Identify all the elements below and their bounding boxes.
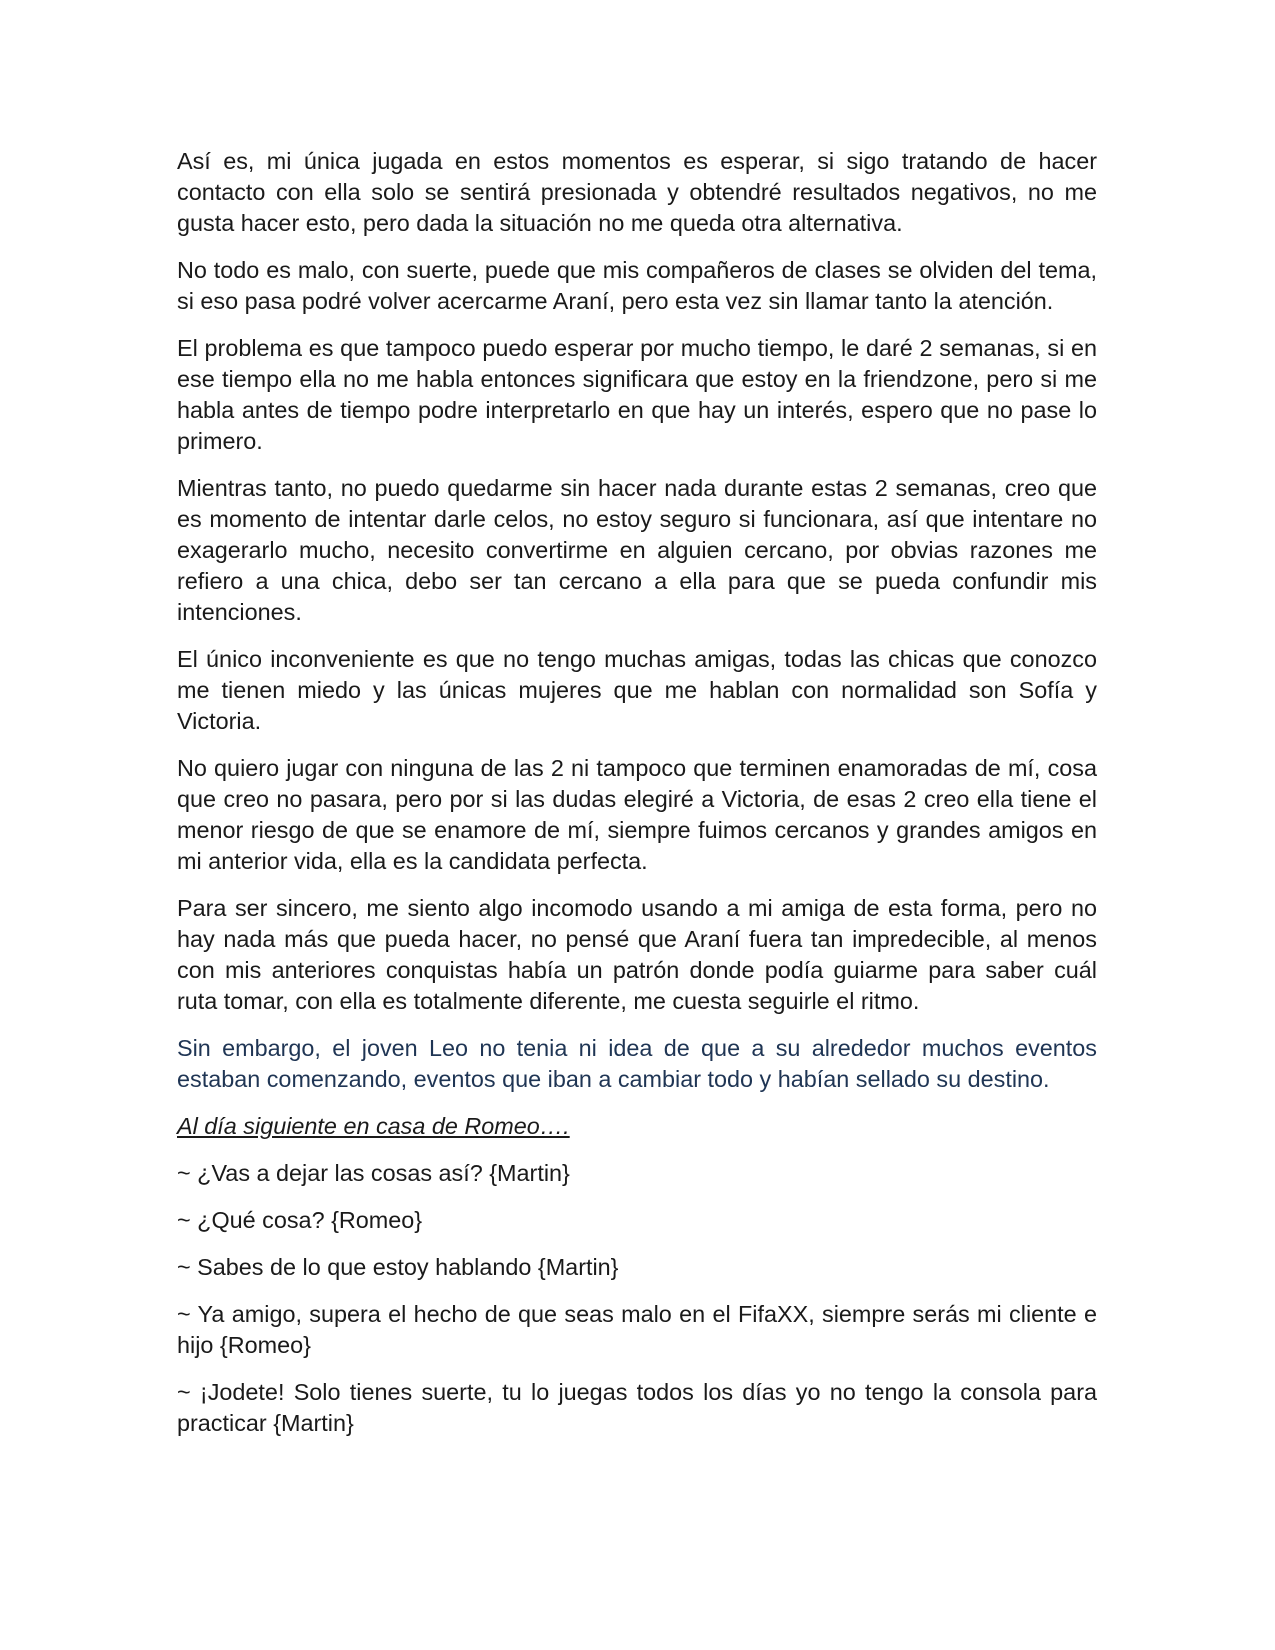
paragraph: El único inconveniente es que no tengo muchas amigas, todas las chicas que conozco me tienen miedo y las únicas mujeres que me hablan con normalidad son Sofía y Victoria. (177, 646, 1097, 734)
paragraph: El problema es que tampoco puedo esperar por mucho tiempo, le daré 2 semanas, si en ese tiempo ella no me habla entonces significara que estoy en la friendzone, pero si me habla antes de tiempo podre interpretarlo en que hay un interés, espero que no pase lo primero. (177, 335, 1097, 454)
dialogue-line: ~ ¡Jodete! Solo tienes suerte, tu lo juegas todos los días yo no tengo la consola para practicar {Martin} (177, 1379, 1097, 1436)
paragraph: No quiero jugar con ninguna de las 2 ni tampoco que terminen enamoradas de mí, cosa que creo no pasara, pero por si las dudas elegiré a Victoria, de esas 2 creo ella tiene el menor riesgo de que se enamore de mí, siempre fuimos cercanos y grandes amigos en mi anterior vida, ella es la candidata perfecta. (177, 755, 1097, 874)
paragraph: No todo es malo, con suerte, puede que mis compañeros de clases se olviden del tema, si eso pasa podré volver acercarme Araní, pero esta vez sin llamar tanto la atención. (177, 257, 1097, 314)
narration-paragraph: Sin embargo, el joven Leo no tenia ni idea de que a su alrededor muchos eventos estaban comenzando, eventos que iban a cambiar todo y habían sellado su destino. (177, 1035, 1097, 1092)
dialogue-line: ~ ¿Qué cosa? {Romeo} (177, 1207, 423, 1233)
scene-heading: Al día siguiente en casa de Romeo…. (177, 1113, 570, 1139)
paragraph: Así es, mi única jugada en estos momentos es esperar, si sigo tratando de hacer contacto con ella solo se sentirá presionada y obtendré resultados negativos, no me gusta hacer esto, pero dada la situación no me queda otra alternativa. (177, 148, 1097, 236)
paragraph: Mientras tanto, no puedo quedarme sin hacer nada durante estas 2 semanas, creo que es momento de intentar darle celos, no estoy seguro si funcionara, así que intentare no exagerarlo mucho, necesito convertirme en alguien cercano, por obvias razones me refiero a una chica, debo ser tan cercano a ella para que se pueda confundir mis intenciones. (177, 475, 1097, 625)
dialogue-line: ~ Sabes de lo que estoy hablando {Martin} (177, 1254, 619, 1280)
dialogue-line: ~ Ya amigo, supera el hecho de que seas malo en el FifaXX, siempre serás mi cliente e hijo {Romeo} (177, 1301, 1097, 1358)
document-page (177, 146, 1097, 1455)
dialogue-line: ~ ¿Vas a dejar las cosas así? {Martin} (177, 1160, 570, 1186)
paragraph: Para ser sincero, me siento algo incomodo usando a mi amiga de esta forma, pero no hay nada más que pueda hacer, no pensé que Araní fuera tan impredecible, al menos con mis anteriores conquistas había un patrón donde podía guiarme para saber cuál ruta tomar, con ella es totalmente diferente, me cuesta seguirle el ritmo. (177, 895, 1097, 1014)
